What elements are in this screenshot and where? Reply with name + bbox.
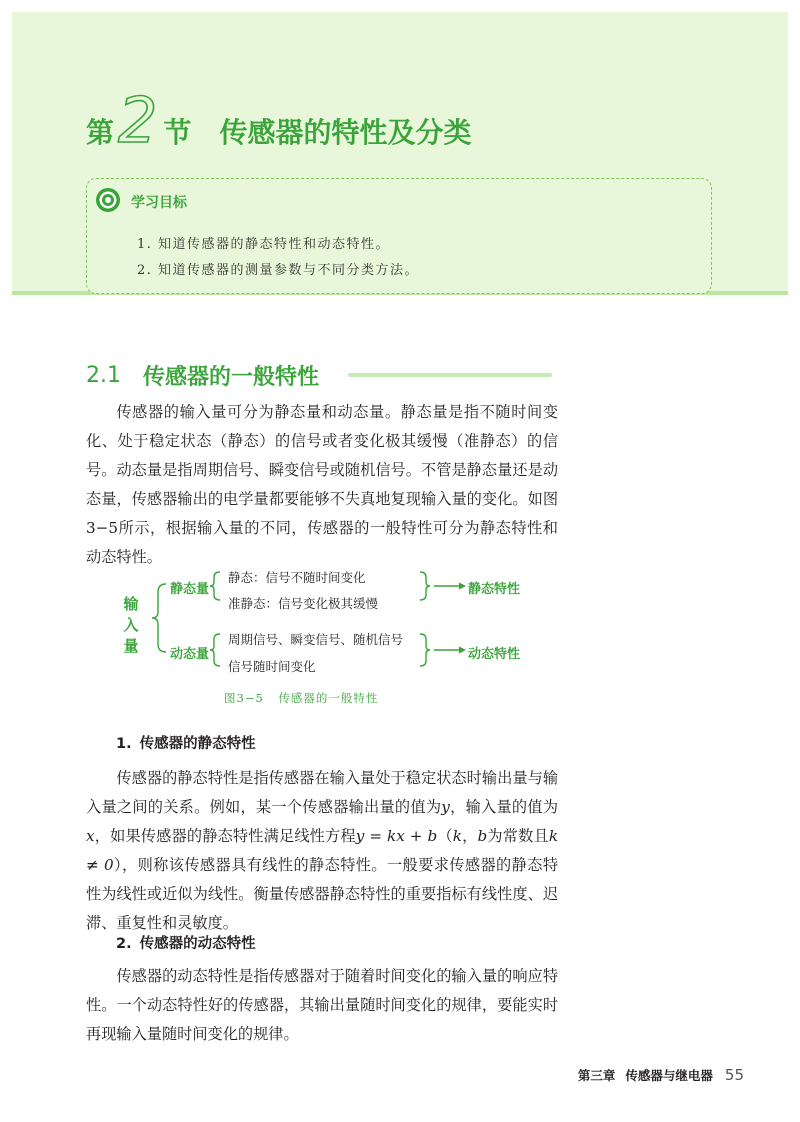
static-paragraph — [86, 764, 558, 938]
math-var: x — [86, 827, 95, 845]
subsection-number: 2.1 — [86, 363, 121, 388]
math-var: b — [477, 827, 488, 845]
math-var: k — [452, 827, 462, 845]
text-run: 传感器的静态特性是指传感器在输入量处于稳定状态时输出量与输入量之间的关系。例如，某一个传感器输出量的值为 — [86, 769, 558, 816]
dynamic-section-heading — [116, 932, 256, 953]
dynamic-item: 信号随时间变化 — [228, 659, 316, 674]
subsection-heading: 传感器的一般特性 — [143, 365, 320, 390]
static-item: 准静态：信号变化极其缓慢 — [228, 596, 379, 611]
section-suffix: 节 — [163, 116, 192, 149]
section-number: 2 — [118, 84, 158, 157]
dynamic-characteristic-result: 动态特性 — [468, 647, 521, 662]
input-char: 输 — [123, 595, 139, 613]
static-section-number: 1. — [116, 736, 132, 752]
text-run: ， — [461, 827, 478, 845]
goal-item: 2. 知道传感器的测量参数与不同分类方法。 — [137, 263, 420, 278]
section-title — [86, 84, 472, 157]
static-section-heading — [116, 732, 256, 753]
caption-text: 传感器的一般特性 — [278, 691, 379, 705]
dynamic-quantity-label: 动态量 — [170, 647, 210, 662]
static-quantity-label: 静态量 — [170, 582, 210, 597]
input-char: 量 — [123, 637, 139, 655]
input-char: 入 — [123, 616, 139, 634]
figure-3-5-diagram — [116, 564, 556, 674]
static-section-title: 传感器的静态特性 — [139, 736, 256, 752]
dynamic-section-title: 传感器的动态特性 — [139, 936, 256, 952]
dynamic-section-number: 2. — [116, 936, 132, 952]
section-heading: 传感器的特性及分类 — [219, 116, 472, 149]
static-text — [86, 764, 558, 938]
text-run: ，如果传感器的静态特性满足线性方程 — [94, 827, 356, 845]
text-run: ），则称该传感器具有线性的静态特性。一般要求传感器的静态特性为线性或近似为线性。衡量传感器静态特性的重要指标有线性度、迟滞、重复性和灵敏度。 — [86, 856, 559, 932]
caption-number: 图3−5 — [224, 691, 264, 705]
math-condition: k ≠ 0 — [86, 827, 559, 874]
section-prefix: 第 — [86, 116, 115, 149]
goal-item: 1. 知道传感器的静态特性和动态特性。 — [137, 237, 391, 252]
text-run: ，输入量的值为 — [449, 798, 559, 816]
text-run: 为常数且 — [487, 827, 549, 845]
intro-paragraph — [86, 398, 558, 572]
learning-goals-title: 学习目标 — [131, 195, 187, 211]
figure-caption — [224, 690, 378, 706]
page-number: 55 — [724, 1066, 744, 1084]
learning-goals-box — [86, 178, 712, 294]
footer-chapter: 第三章 — [577, 1068, 616, 1083]
text-run: （ — [437, 827, 453, 845]
dynamic-paragraph — [86, 962, 558, 1049]
subsection-underline — [348, 373, 552, 377]
math-var: y — [441, 798, 450, 816]
target-icon — [95, 187, 121, 213]
dynamic-text: 传感器的动态特性是指传感器对于随着时间变化的输入量的响应特性。一个动态特性好的传感器，其输出量随时间变化的规律，要能实时再现输入量随时间变化的规律。 — [86, 967, 558, 1043]
static-characteristic-result: 静态特性 — [468, 582, 521, 597]
footer-chapter-title: 传感器与继电器 — [625, 1068, 713, 1083]
dynamic-item: 周期信号、瞬变信号、随机信号 — [228, 632, 404, 647]
static-item: 静态：信号不随时间变化 — [228, 570, 366, 585]
linear-equation: y = kx + b — [355, 827, 438, 845]
subsection-title — [86, 360, 319, 391]
page-footer — [578, 1066, 744, 1084]
intro-text: 传感器的输入量可分为静态量和动态量。静态量是指不随时间变化、处于稳定状态（静态）的信号或者变化极其缓慢（准静态）的信号。动态量是指周期信号、瞬变信号或随机信号。不管是静态量还是动态量，传感器输出的电学量都要能够不失真地复现输入量的变化。如图3−5所示，根据输入量的不同，传感器的一般特性可分为静态特性和动态特性。 — [86, 403, 558, 566]
